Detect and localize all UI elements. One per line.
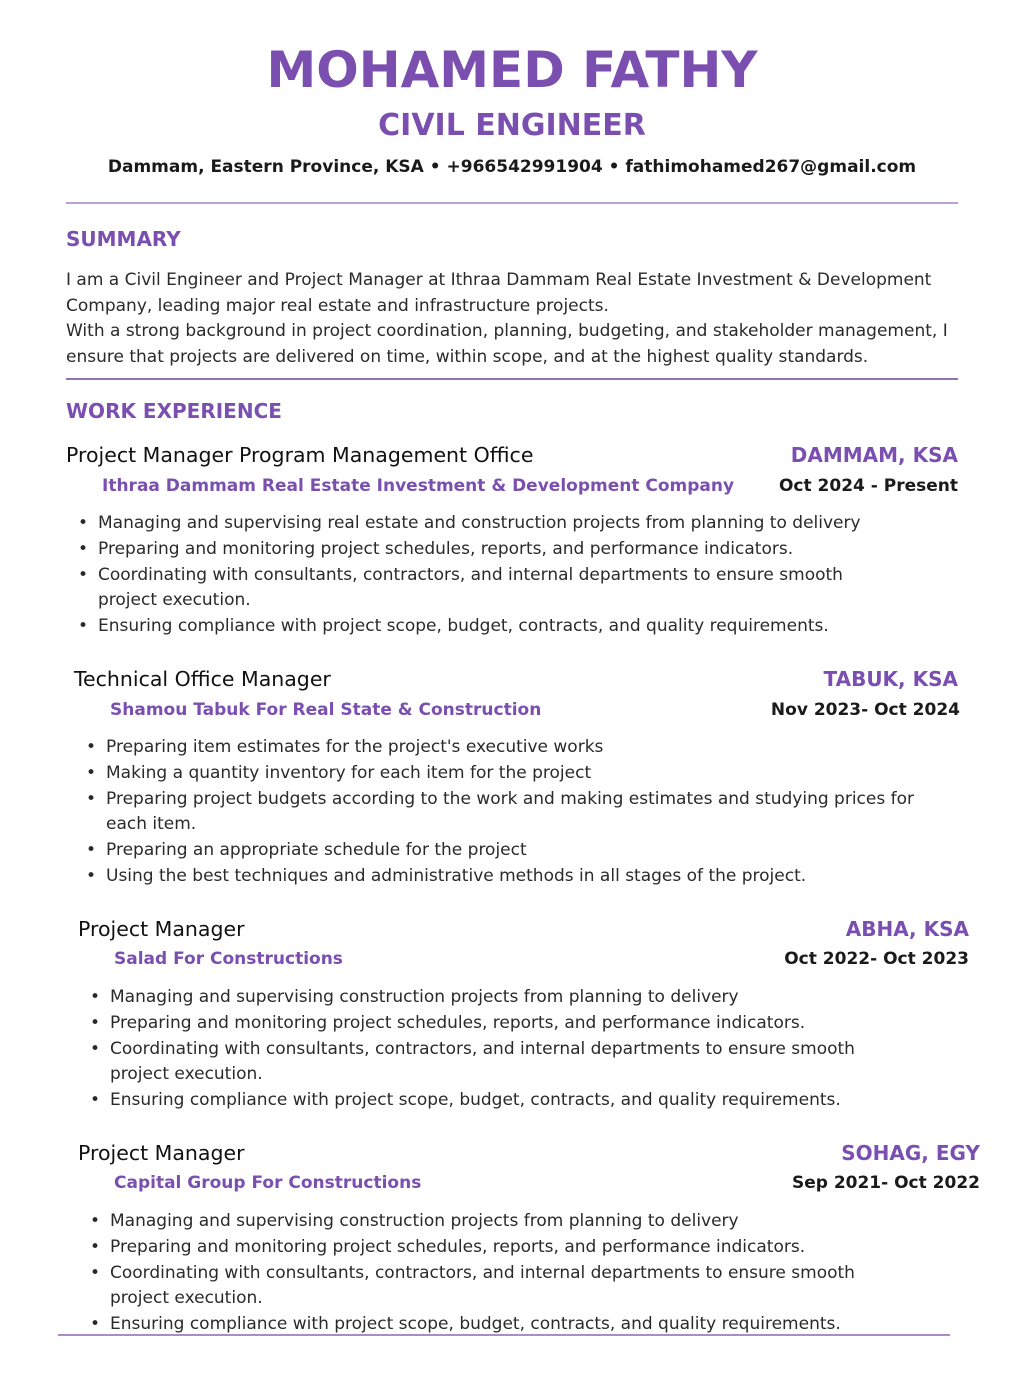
bullet-item: • Coordinating with consultants, contractors, and internal departments to ensure smooth project execution. (74, 563, 904, 615)
job-dates: Sep 2021- Oct 2022 (791, 1173, 980, 1193)
job-bullets (82, 735, 932, 890)
job-dates: Oct 2024 - Present (778, 476, 958, 496)
bullet-item: • Ensuring compliance with project scope, budget, contracts, and quality requirements. (86, 1312, 906, 1338)
job-dates: Oct 2022- Oct 2023 (784, 949, 969, 969)
summary-text (66, 268, 996, 371)
bullet-item: • Coordinating with consultants, contractors, and internal departments to ensure smooth project execution. (86, 1037, 906, 1089)
job-dates: Nov 2023- Oct 2024 (770, 700, 960, 720)
bullet-item: • Preparing project budgets according to the work and making estimates and studying prices for each item. (82, 787, 932, 839)
contact-line: Dammam, Eastern Province, KSA • +966542991904 • fathimohamed267@gmail.com (107, 157, 917, 177)
job-company: Salad For Constructions (114, 949, 343, 969)
divider (66, 378, 958, 380)
bullet-item: • Using the best techniques and administrative methods in all stages of the project. (82, 864, 932, 890)
bullet-item: • Preparing and monitoring project schedules, reports, and performance indicators. (74, 537, 904, 563)
job-company: Shamou Tabuk For Real State & Construction (110, 700, 542, 720)
bullet-item: • Preparing item estimates for the project's executive works (82, 735, 932, 761)
bullet-item: • Coordinating with consultants, contractors, and internal departments to ensure smooth project execution. (86, 1261, 906, 1313)
experience-heading: WORK EXPERIENCE (66, 399, 282, 423)
job-location: ABHA, KSA (845, 917, 969, 941)
divider (66, 202, 958, 204)
job-location: TABUK, KSA (823, 667, 958, 691)
bullet-item: • Preparing and monitoring project schedules, reports, and performance indicators. (86, 1011, 906, 1037)
bullet-item: • Preparing an appropriate schedule for the project (82, 838, 932, 864)
job-company: Ithraa Dammam Real Estate Investment & Development Company (102, 476, 735, 496)
job-company: Capital Group For Constructions (114, 1173, 422, 1193)
job-bullets (86, 985, 906, 1114)
summary-heading: SUMMARY (66, 227, 181, 251)
job-title: Project Manager (78, 1141, 245, 1165)
bullet-item: • Managing and supervising construction projects from planning to delivery (86, 1209, 906, 1235)
job-title: Project Manager (78, 917, 245, 941)
bullet-item: • Making a quantity inventory for each item for the project (82, 761, 932, 787)
resume-name: MOHAMED FATHY (266, 41, 758, 99)
job-title: Technical Office Manager (74, 667, 331, 691)
bullet-item: • Managing and supervising real estate and construction projects from planning to delivery (74, 511, 904, 537)
job-location: SOHAG, EGY (841, 1141, 980, 1165)
bullet-item: • Ensuring compliance with project scope, budget, contracts, and quality requirements. (86, 1088, 906, 1114)
summary-paragraph: With a strong background in project coordination, planning, budgeting, and stakeholder management, I ensure that projects are delivered on time, within scope, and at the highest quality standards. (66, 321, 948, 368)
summary-paragraph: I am a Civil Engineer and Project Manager at Ithraa Dammam Real Estate Investment & Development Company, leading major real estate and infrastructure projects. (66, 270, 932, 316)
job-bullets (74, 511, 904, 640)
job-location: DAMMAM, KSA (790, 443, 958, 467)
resume-title: CIVIL ENGINEER (378, 108, 646, 143)
job-bullets (86, 1209, 906, 1338)
bullet-item: • Ensuring compliance with project scope, budget, contracts, and quality requirements. (74, 614, 904, 640)
job-title: Project Manager Program Management Office (66, 443, 534, 467)
bullet-item: • Preparing and monitoring project schedules, reports, and performance indicators. (86, 1235, 906, 1261)
bullet-item: • Managing and supervising construction projects from planning to delivery (86, 985, 906, 1011)
divider (58, 1334, 950, 1336)
